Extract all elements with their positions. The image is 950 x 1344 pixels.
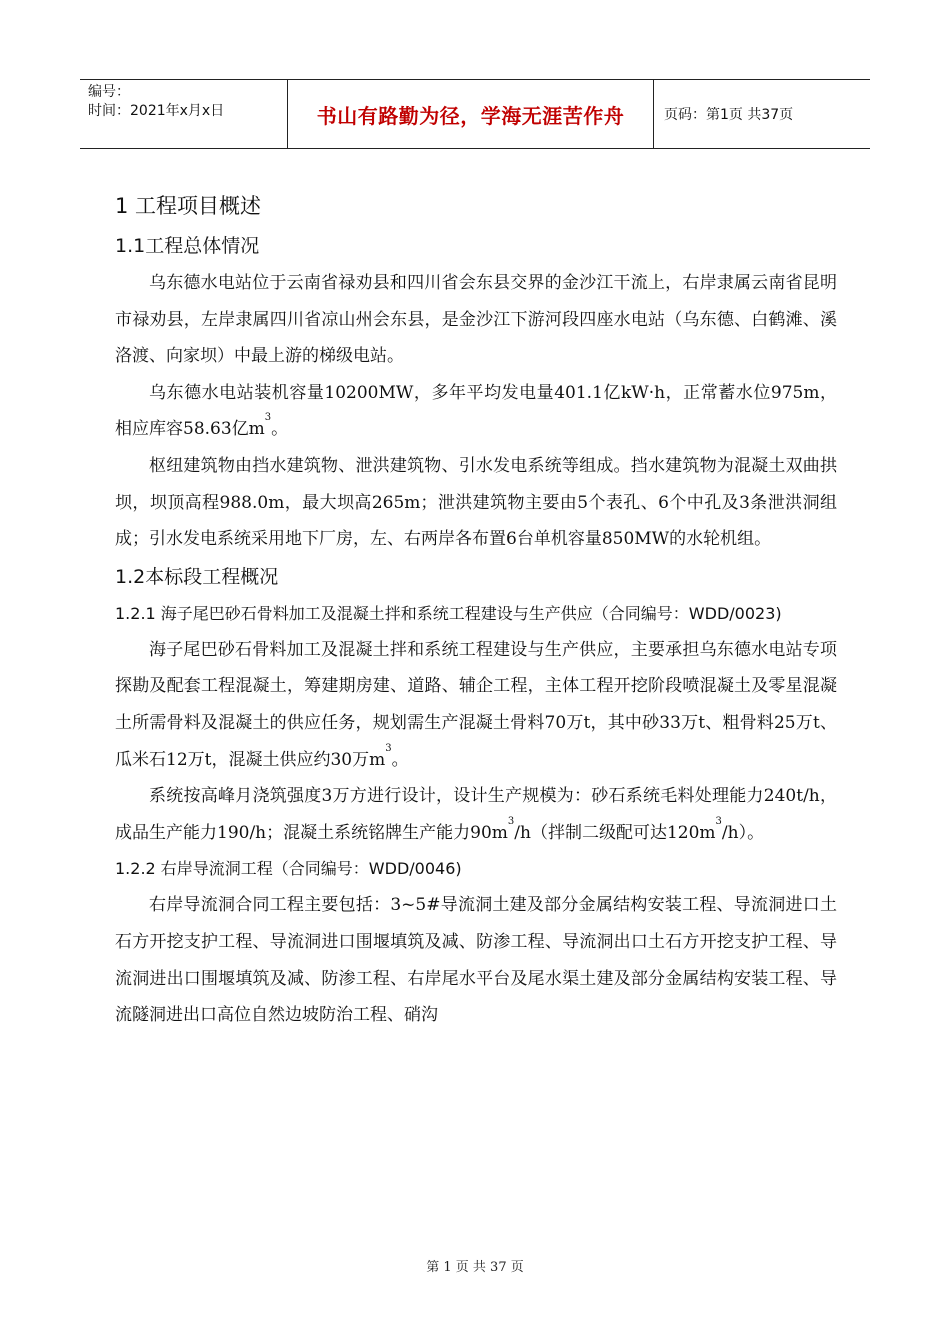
page-header xyxy=(80,79,870,149)
text-run: 系统按高峰月浇筑强度3万方进行设计，设计生产规模为：砂石系统毛料处理能力240t/h，成品生产能力190/h；混凝土系统铭牌生产能力90m xyxy=(115,786,837,843)
header-page-label: 页码：第1页 共37页 xyxy=(664,107,794,123)
section-1-2-2-title: 1.2.2 右岸导流洞工程（合同编号：WDD/0046) xyxy=(115,859,462,879)
section-1-title: 1 工程项目概述 xyxy=(115,194,262,218)
section-1-1-title: 1.1工程总体情况 xyxy=(115,235,260,257)
paragraph xyxy=(115,632,837,778)
text-run: /h（拌制二级配可达120m xyxy=(514,822,716,843)
text-run: /h）。 xyxy=(721,822,765,843)
text-run: 。 xyxy=(271,419,289,440)
paragraph: 右岸导流洞合同工程主要包括：3~5#导流洞土建及部分金属结构安装工程、导流洞进口土石方开挖支护工程、导流洞进口围堰填筑及减、防渗工程、导流洞出口土石方开挖支护工程、导流洞进出口围堰填筑及减、防渗工程、右岸尾水平台及尾水渠土建及部分金属结构安装工程、导流隧洞进出口高位自然边坡防治工程、硝沟 xyxy=(115,895,837,1026)
paragraph: 枢纽建筑物由挡水建筑物、泄洪建筑物、引水发电系统等组成。挡水建筑物为混凝土双曲拱坝，坝顶高程988.0m，最大坝高265m；泄洪建筑物主要由5个表孔、6个中孔及3条泄洪洞组成；引水发电系统采用地下厂房，左、右两岸各布置6台单机容量850MW的水轮机组。 xyxy=(115,455,837,550)
header-meta xyxy=(80,80,288,148)
paragraph xyxy=(115,778,837,851)
paragraph xyxy=(115,375,837,448)
paragraph: 乌东德水电站位于云南省禄劝县和四川省会东县交界的金沙江干流上，右岸隶属云南省昆明市禄劝县，左岸隶属四川省凉山州会东县，是金沙江下游河段四座水电站（乌东德、白鹤滩、溪洛渡、向家坝）中最上游的梯级电站。 xyxy=(115,273,837,367)
number-label: 编号： xyxy=(88,84,130,100)
document-body xyxy=(115,185,837,1034)
header-motto: 书山有路勤为径，学海无涯苦作舟 xyxy=(288,80,654,148)
superscript: 3 xyxy=(264,412,272,424)
text-run: 乌东德水电站装机容量10200MW，多年平均发电量401.1亿kW·h，正常蓄水位975m，相应库容58.63亿m xyxy=(115,382,837,440)
section-1-2-1-title: 1.2.1 海子尾巴砂石骨料加工及混凝土拌和系统工程建设与生产供应（合同编号：WDD/0023) xyxy=(115,603,782,623)
text-run: 。 xyxy=(391,749,409,770)
time-label: 时间：2021年x月x日 xyxy=(88,103,225,119)
superscript: 3 xyxy=(715,815,722,827)
superscript: 3 xyxy=(385,742,392,754)
page-footer: 第 1 页 共 37 页 xyxy=(426,1260,524,1275)
superscript: 3 xyxy=(507,815,515,827)
text-run: 海子尾巴砂石骨料加工及混凝土拌和系统工程建设与生产供应，主要承担乌东德水电站专项探勘及配套工程混凝土，筹建期房建、道路、辅企工程，主体工程开挖阶段喷混凝土及零星混凝土所需骨料及混凝土的供应任务，规划需生产混凝土骨料70万t，其中砂33万t、粗骨料25万t、瓜米石12万t，混凝土供应约30万m xyxy=(115,639,837,770)
section-1-2-title: 1.2本标段工程概况 xyxy=(115,565,279,588)
